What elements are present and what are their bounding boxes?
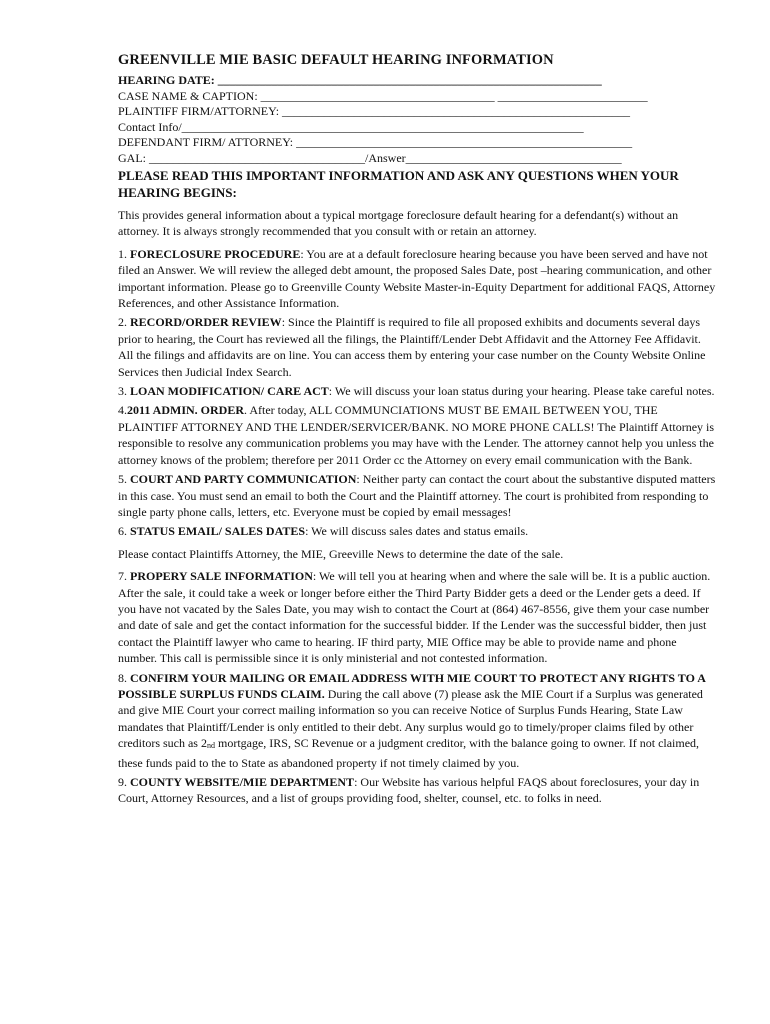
section-9: 9. COUNTY WEBSITE/MIE DEPARTMENT: Our Website has various helpful FAQS about foreclosures, your day in Court, Attorney Resources, and a list of groups providing food, shelter, counsel, etc. to folks in need. — [118, 775, 700, 806]
section-8: 8. CONFIRM YOUR MAILING OR EMAIL ADDRESS WITH MIE COURT TO PROTECT ANY RIGHTS TO A POSSIBLE SURPLUS FUNDS CLAIM. During the call above (7) please ask the MIE Court if a Surplus was generated and give MIE Court your correct mailing information so you can receive Notice of Surplus Funds Hearing, State Law mandates that Plaintiff/Lender is only entitled to their debt. Any surplus would go to timely/proper claims filed by other creditors such as $2_{nd}$ mortgage, IRS, SC Revenue or a judgment creditor, with the balance going to owner. If not claimed, these funds paid to the to State as abandoned property if not timely claimed by you. — [118, 670, 706, 770]
plaintiff-field: PLAINTIFF FIRM/ATTORNEY: __________________________________________________________ — [118, 104, 631, 118]
gal-field: GAL: ____________________________________/Answer____________________________________ — [118, 150, 622, 165]
hearing-date-field: HEARING DATE: ________________________________________________________________ — [118, 73, 602, 87]
section-6: 6. STATUS EMAIL/ SALES DATES: We will discuss sales dates and status emails. — [118, 524, 529, 539]
section-3: 3. LOAN MODIFICATION/ CARE ACT: We will discuss your loan status during your hearing. Please take careful notes. — [118, 384, 715, 399]
intro-paragraph: This provides general information about a typical mortgage foreclosure default hearing for a defendant(s) without an attorney. It is always strongly recommended that you consult with or retain an attorney. — [118, 208, 679, 239]
document-title: GREENVILLE MIE BASIC DEFAULT HEARING INFORMATION — [118, 52, 554, 68]
document-page — [118, 52, 718, 807]
section-5: 5. COURT AND PARTY COMMUNICATION: Neither party can contact the court about the substantive disputed matters in this case. You must send an email to both the Court and the Plaintiff attorney. The court is prohibited from responding to single party phone calls, letters, etc. Everyone must be copied by email messages! — [118, 472, 716, 519]
section-4: 4.2011 ADMIN. ORDER. After today, ALL COMMUNCIATIONS MUST BE EMAIL BETWEEN YOU, THE PLAINTIFF ATTORNEY AND THE LENDER/SERVICER/BANK. NO MORE PHONE CALLS! The Plaintiff Attorney is responsible to resolve any communication problems you may have with the Lender. The attorney cannot help you unless the attorney knows of the problem; therefore per 2011 Order cc the Attorney on every email communication with the Bank. — [118, 403, 715, 467]
section-7: 7. PROPERY SALE INFORMATION: We will tell you at hearing when and where the sale will be. It is a public auction. After the sale, it could take a week or longer before either the Third Party Bidder gets a deed or the Lender gets a deed. If you have not vacated by the Sales Date, you may wish to contact the Court at (864) 467-8556, give them your case number and date of sale and get the contact information for the successful bidder. If the Lender was the successful bidder, then just contact the Plaintiff lawyer who came to hearing. IF third party, MIE Office may be able to provide name and phone number. This call is permissible since it is only ministerial and not contested information. — [118, 569, 711, 666]
section-2: 2. RECORD/ORDER REVIEW: Since the Plaintiff is required to file all proposed exhibits and documents several days prior to hearing, the Court has reviewed all the filings, the Plaintiff/Lender Debt Affidavit and the Attorney Fee Affidavit. All the filings and affidavits are on line. You can access them by entering your case number on the County Website Online Services then Judicial Index Search. — [118, 315, 706, 379]
contact-info-field: Contact Info/___________________________________________________________________ — [118, 119, 584, 134]
section-1: 1. FORECLOSURE PROCEDURE: You are at a default foreclosure hearing because you have been served and have not filed an Answer. We will review the alleged debt amount, the proposed Sales Date, post –hearing communication, and other important information. Please go to Greenville County Website Master-in-Equity Department for additional FAQS, Attorney References, and other Assistance Information. — [118, 246, 716, 311]
defendant-field: DEFENDANT FIRM/ ATTORNEY: ________________________________________________________ — [118, 135, 633, 149]
case-name-field: CASE NAME & CAPTION: _______________________________________ _________________________ — [118, 88, 648, 103]
sale-contact-line: Please contact Plaintiffs Attorney, the MIE, Greeville News to determine the date of the sale. — [118, 546, 564, 561]
important-notice: PLEASE READ THIS IMPORTANT INFORMATION AND ASK ANY QUESTIONS WHEN YOUR HEARING BEGINS: — [118, 168, 679, 200]
